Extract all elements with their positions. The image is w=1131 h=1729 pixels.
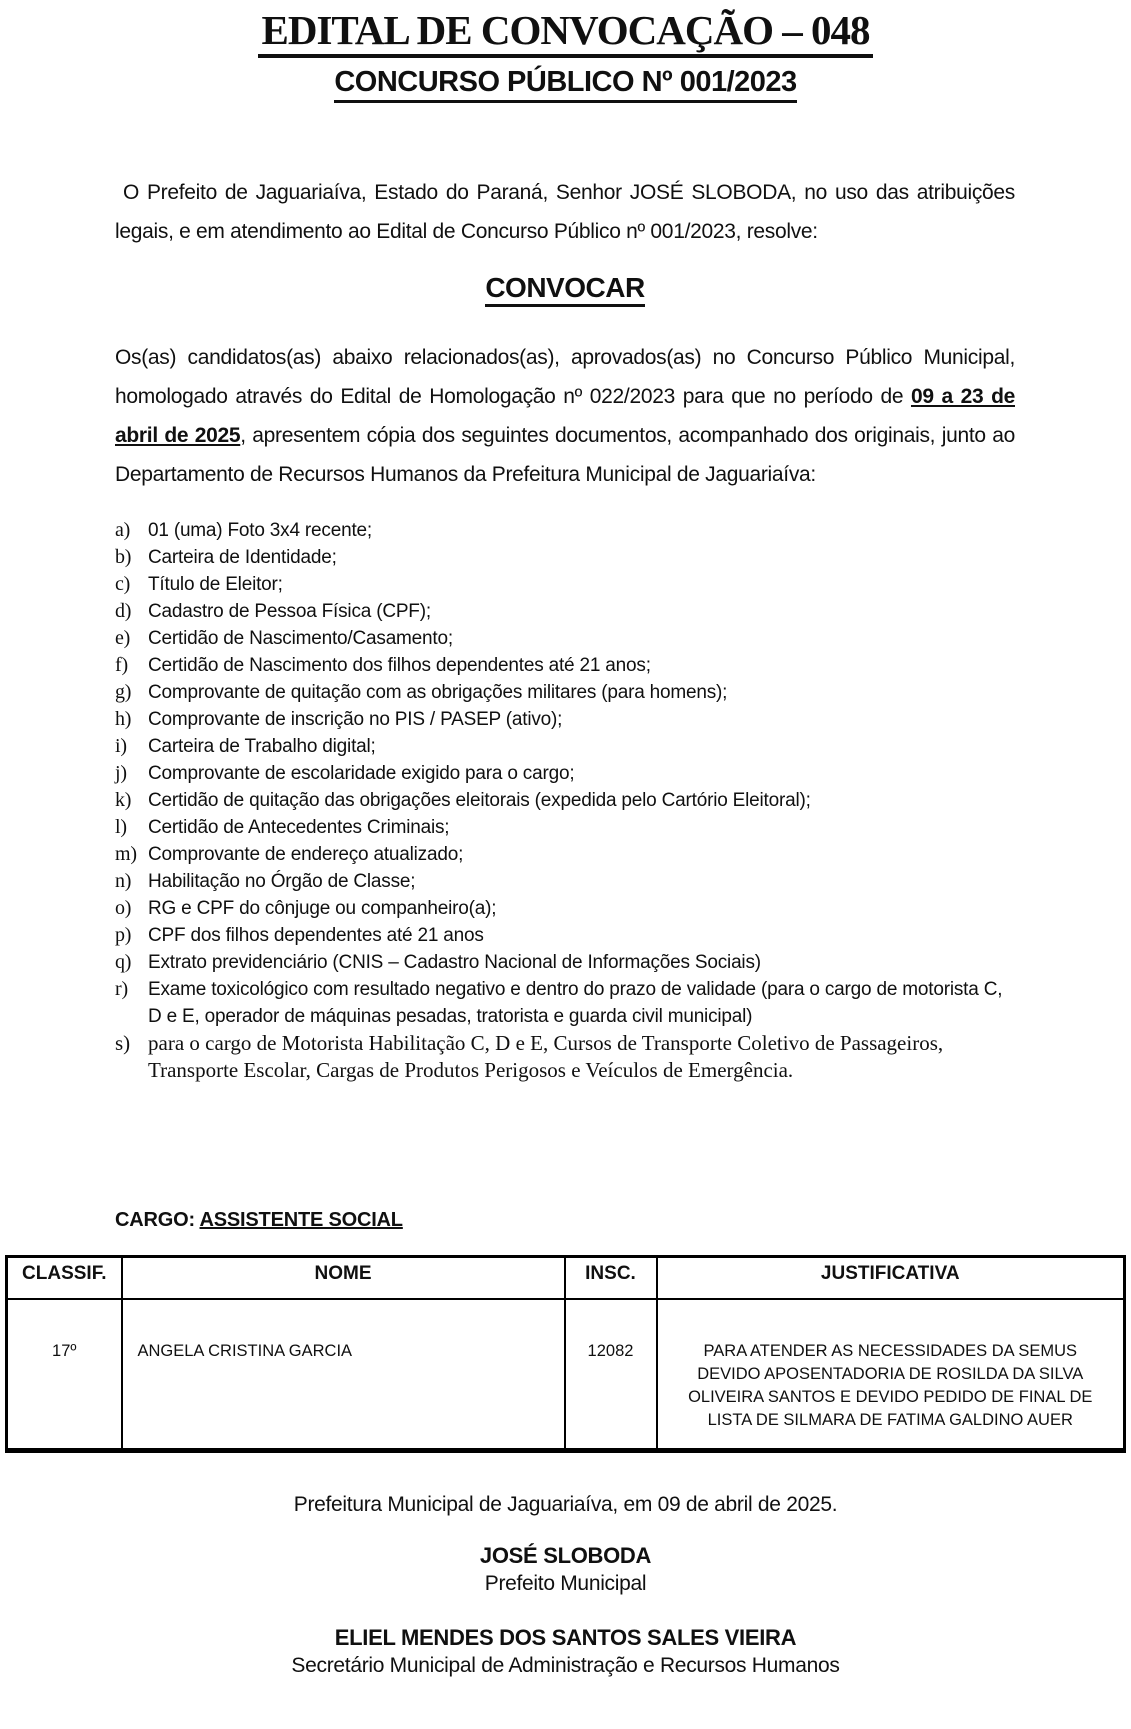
requirement-item-n [115, 868, 1015, 895]
convocar-heading: CONVOCAR [485, 272, 644, 307]
requirement-label: s) [115, 1031, 131, 1055]
requirement-label: f) [115, 654, 128, 676]
table-cell-nome: ANGELA CRISTINA GARCIA [122, 1299, 565, 1451]
summon-part2: , apresentem cópia dos seguintes documentos, acompanhado dos originais, junto ao Departamento de Recursos Humanos da Prefeitura Municipal de Jaguariaíva: [115, 424, 1015, 486]
requirement-item-p [115, 922, 1015, 949]
intro-paragraph: O Prefeito de Jaguariaíva, Estado do Paraná, Senhor JOSÉ SLOBODA, no uso das atribuições legais, e em atendimento ao Edital de Concurso Público nº 001/2023, resolve: [115, 181, 1015, 243]
table-row [7, 1299, 1125, 1451]
requirement-item-h [115, 706, 1015, 733]
requirement-text: Carteira de Trabalho digital; [148, 736, 376, 757]
cargo-value: ASSISTENTE SOCIAL [199, 1209, 403, 1231]
requirement-item-s [115, 1030, 1015, 1084]
requirement-item-i [115, 733, 1015, 760]
requirement-text: CPF dos filhos dependentes até 21 anos [148, 925, 484, 946]
requirement-text: Certidão de quitação das obrigações eleitorais (expedida pelo Cartório Eleitoral); [148, 790, 811, 811]
document-subtitle: CONCURSO PÚBLICO Nº 001/2023 [334, 67, 796, 103]
table-header-insc: INSC. [565, 1257, 657, 1300]
requirement-text: para o cargo de Motorista Habilitação C, D e E, Cursos de Transporte Coletivo de Passageiros, Transporte Escolar, Cargas de Produtos Perigosos e Veículos de Emergência. [148, 1031, 944, 1082]
secretary-name: ELIEL MENDES DOS SANTOS SALES VIEIRA [334, 1625, 797, 1650]
requirement-text: Certidão de Antecedentes Criminais; [148, 817, 450, 838]
summon-date-range: 09 a 23 de abril de 2025 [115, 385, 1015, 447]
requirement-label: m) [115, 843, 137, 865]
requirement-text: Comprovante de quitação com as obrigações militares (para homens); [148, 682, 728, 703]
requirement-item-q [115, 949, 1015, 976]
requirement-label: q) [115, 951, 132, 973]
requirement-text: Comprovante de endereço atualizado; [148, 844, 464, 865]
requirement-label: e) [115, 627, 131, 649]
requirement-item-o [115, 895, 1015, 922]
requirement-label: r) [115, 978, 128, 1000]
requirement-item-l [115, 814, 1015, 841]
convocar-row [115, 272, 1015, 307]
requirement-label: j) [115, 762, 127, 784]
table-cell-classif: 17º [7, 1299, 122, 1451]
summon-part1: Os(as) candidatos(as) abaixo relacionados(as), aprovados(as) no Concurso Público Municipal, homologado através do Edital de Homologação nº 022/2023 para que no período de [115, 346, 1015, 408]
requirement-text: Certidão de Nascimento/Casamento; [148, 628, 453, 649]
requirement-label: d) [115, 600, 132, 622]
document-title: EDITAL DE CONVOCAÇÃO – 048 [258, 8, 874, 58]
requirement-text: Carteira de Identidade; [148, 547, 337, 568]
requirement-label: h) [115, 708, 132, 730]
requirement-item-e [115, 625, 1015, 652]
requirement-label: o) [115, 897, 132, 919]
table-header-justificativa: JUSTIFICATIVA [657, 1257, 1125, 1300]
requirement-item-d [115, 598, 1015, 625]
requirement-text: Certidão de Nascimento dos filhos dependentes até 21 anos; [148, 655, 651, 676]
requirement-item-a [115, 517, 1015, 544]
requirement-label: k) [115, 789, 132, 811]
requirement-text: Cadastro de Pessoa Física (CPF); [148, 601, 431, 622]
requirement-label: b) [115, 546, 132, 568]
table-cell-justificativa: PARA ATENDER AS NECESSIDADES DA SEMUS DEVIDO APOSENTADORIA DE ROSILDA DA SILVA OLIVEIRA SANTOS E DEVIDO PEDIDO DE FINAL DE LISTA DE SILMARA DE FATIMA GALDINO AUER [657, 1299, 1125, 1451]
cargo-line [115, 1209, 1015, 1232]
requirement-label: n) [115, 870, 132, 892]
table-cell-insc: 12082 [565, 1299, 657, 1451]
requirement-item-g [115, 679, 1015, 706]
title-row [0, 8, 1131, 58]
cargo-label: CARGO: [115, 1209, 200, 1231]
requirement-label: i) [115, 735, 127, 757]
requirements-list [115, 517, 1015, 1084]
mayor-title: Prefeito Municipal [484, 1572, 647, 1595]
requirement-item-k [115, 787, 1015, 814]
requirement-label: l) [115, 816, 127, 838]
requirement-item-b [115, 544, 1015, 571]
requirement-text: Exame toxicológico com resultado negativo e dentro do prazo de validade (para o cargo de motorista C, D e E, operador de máquinas pesadas, tratorista e guarda civil municipal) [148, 979, 1003, 1027]
requirement-text: RG e CPF do cônjuge ou companheiro(a); [148, 898, 497, 919]
mayor-name: JOSÉ SLOBODA [479, 1543, 652, 1568]
requirement-text: Título de Eleitor; [148, 574, 283, 595]
requirement-text: Comprovante de escolaridade exigido para o cargo; [148, 763, 575, 784]
dateline: Prefeitura Municipal de Jaguariaíva, em 09 de abril de 2025. [293, 1493, 838, 1516]
table-header-nome: NOME [122, 1257, 565, 1300]
requirement-item-f [115, 652, 1015, 679]
convocation-table [5, 1255, 1126, 1453]
document-body [115, 173, 1015, 1232]
requirement-text: Comprovante de inscrição no PIS / PASEP (ativo); [148, 709, 563, 730]
requirement-text: Extrato previdenciário (CNIS – Cadastro Nacional de Informações Sociais) [148, 952, 761, 973]
requirement-item-c [115, 571, 1015, 598]
requirement-item-r [115, 976, 1015, 1030]
requirement-label: c) [115, 573, 131, 595]
requirement-item-j [115, 760, 1015, 787]
table-header-row [7, 1257, 1125, 1300]
requirement-text: Habilitação no Órgão de Classe; [148, 871, 416, 892]
summon-paragraph [115, 338, 1015, 494]
table-header-classif: CLASSIF. [7, 1257, 122, 1300]
requirement-label: a) [115, 519, 131, 541]
subtitle-row [0, 58, 1131, 103]
requirement-label: g) [115, 681, 132, 703]
requirement-label: p) [115, 924, 132, 946]
secretary-title: Secretário Municipal de Administração e Recursos Humanos [291, 1654, 840, 1677]
requirement-item-m [115, 841, 1015, 868]
requirement-text: 01 (uma) Foto 3x4 recente; [148, 520, 372, 541]
